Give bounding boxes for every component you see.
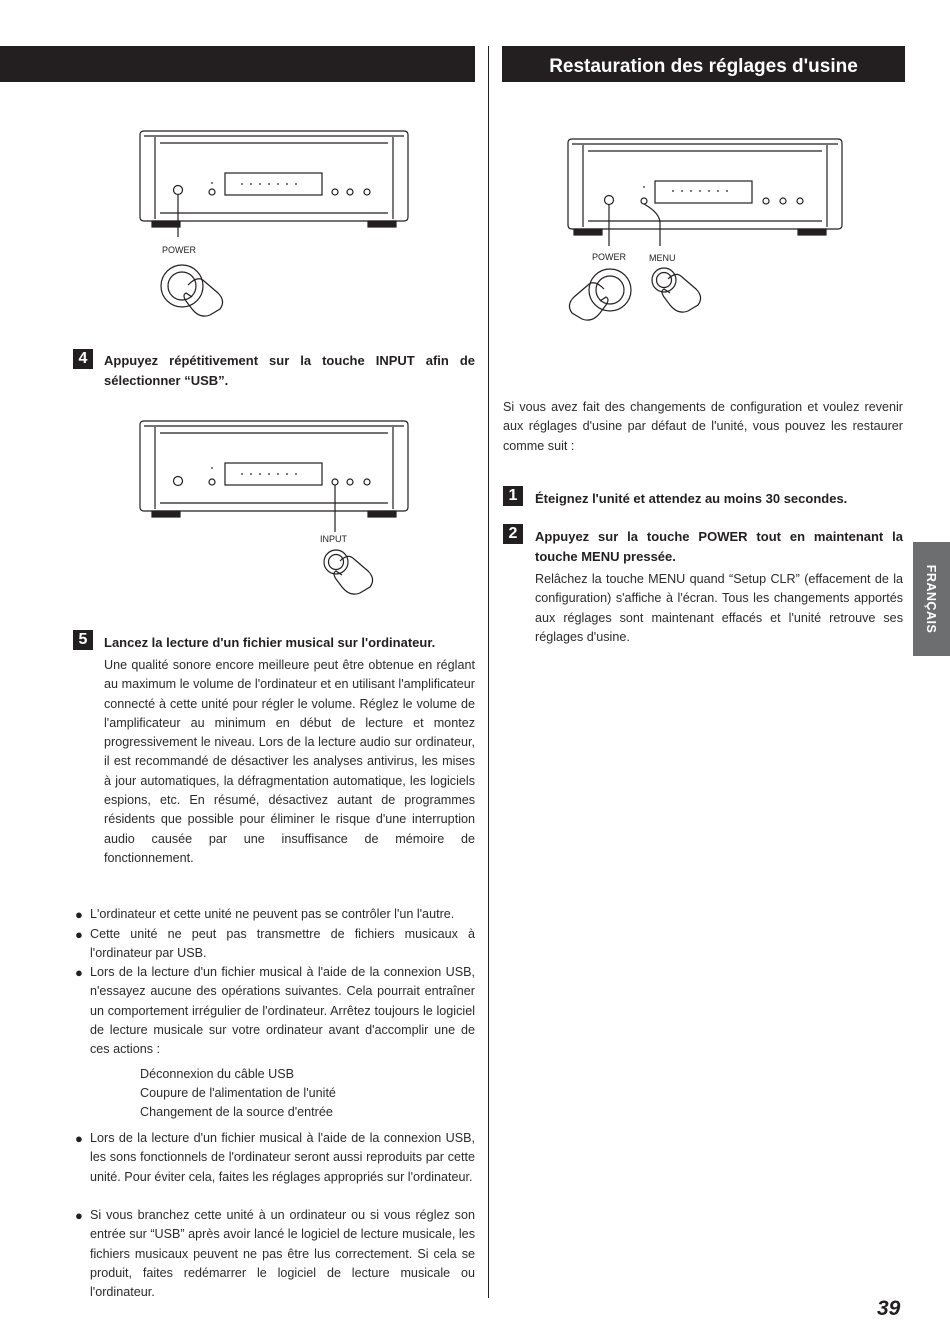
- note-1: L'ordinateur et cette unité ne peuvent pas se contrôler l'un l'autre.: [90, 907, 455, 921]
- step-1-number: 1: [503, 486, 523, 506]
- power-label-2: POWER: [592, 252, 627, 262]
- step-5-text: Lancez la lecture d'un fichier musical sur l'ordinateur.: [104, 635, 436, 650]
- note-bullet-3: ●: [75, 965, 83, 980]
- power-label: POWER: [162, 245, 197, 255]
- note-3: Lors de la lecture d'un fichier musical à l'aide de la connexion USB, n'essayez aucune des opérations suivantes. Cela pourrait entraîner un comportement irrégulier de l'ordinateur. Arrêtez toujours le logiciel de lecture musicale sur votre ordinateur avant d'accomplir une de ces actions :: [90, 965, 475, 1057]
- sub-item-2: Coupure de l'alimentation de l'unité: [140, 1086, 336, 1100]
- input-label: INPUT: [320, 534, 347, 544]
- step-2-text: Appuyez sur la touche POWER tout en maintenant la touche MENU pressée.: [535, 529, 903, 564]
- note-2: Cette unité ne peut pas transmettre de fichiers musicaux à l'ordinateur par USB.: [90, 927, 475, 961]
- note-5: Si vous branchez cette unité à un ordinateur ou si vous réglez son entrée sur “USB” après avoir lancé le logiciel de lecture musicale, les fichiers musicaux peuvent ne pas être lus correctement. Si cela se produit, faites redémarrer le logiciel de lecture musicale ou l'ordinateur.: [90, 1208, 475, 1300]
- step-5-number: 5: [73, 630, 93, 650]
- figure-power-menu-unit: [560, 133, 850, 333]
- note-bullet-4: ●: [75, 1131, 83, 1146]
- language-tab-label: FRANÇAIS: [924, 564, 938, 634]
- page-number: 39: [877, 1297, 901, 1320]
- note-bullet-1: ●: [75, 907, 83, 922]
- section-title: Restauration des réglages d'usine: [549, 56, 858, 77]
- step-1-text: Éteignez l'unité et attendez au moins 30 secondes.: [535, 491, 848, 506]
- column-divider: [488, 46, 489, 1298]
- note-bullet-5: ●: [75, 1208, 83, 1223]
- left-header-bar: [0, 46, 475, 82]
- figure-input-unit: [130, 415, 420, 605]
- note-4: Lors de la lecture d'un fichier musical à l'aide de la connexion USB, les sons fonctionnels de l'ordinateur seront aussi reproduits par cette unité. Pour éviter cela, faites les réglages appropriés sur l'ordinateur.: [90, 1131, 475, 1184]
- right-header-bar: [502, 46, 905, 82]
- sub-item-3: Changement de la source d'entrée: [140, 1105, 333, 1119]
- figure-power-unit: [130, 125, 420, 325]
- step-5-body: Une qualité sonore encore meilleure peut être obtenue en réglant au maximum le volume de l'ordinateur et en utilisant l'amplificateur connecté à cette unité pour régler le volume. Réglez le volume de l'amplificateur au minimum en début de lecture et montez progressivement le niveau. Lors de la lecture audio sur ordinateur, il est recommandé de désactiver les analyses antivirus, les mises à jour automatiques, la défragmentation automatique, les logiciels espions, etc. En résumé, désactivez autant de programmes résidents que possible pour éliminer le risque d'une interruption audio causée par une insuffisance de mémoire de fonctionnement.: [104, 658, 475, 865]
- step-2-body: Relâchez la touche MENU quand “Setup CLR” (effacement de la configuration) s'affiche à l'écran. Tous les changements apportés aux réglages sont maintenant effacés et l'unité retrouve ses réglages d'usine.: [535, 572, 903, 644]
- sub-item-1: Déconnexion du câble USB: [140, 1067, 295, 1081]
- step-4-number: 4: [73, 349, 93, 369]
- intro-paragraph: Si vous avez fait des changements de configuration et voulez revenir aux réglages d'usine par défaut de l'unité, vous pouvez les restaurer comme suit :: [503, 400, 903, 453]
- step-4-text: Appuyez répétitivement sur la touche INPUT afin de sélectionner “USB”.: [104, 353, 475, 388]
- note-bullet-2: ●: [75, 927, 83, 942]
- menu-label: MENU: [649, 253, 676, 263]
- step-2-number: 2: [503, 524, 523, 544]
